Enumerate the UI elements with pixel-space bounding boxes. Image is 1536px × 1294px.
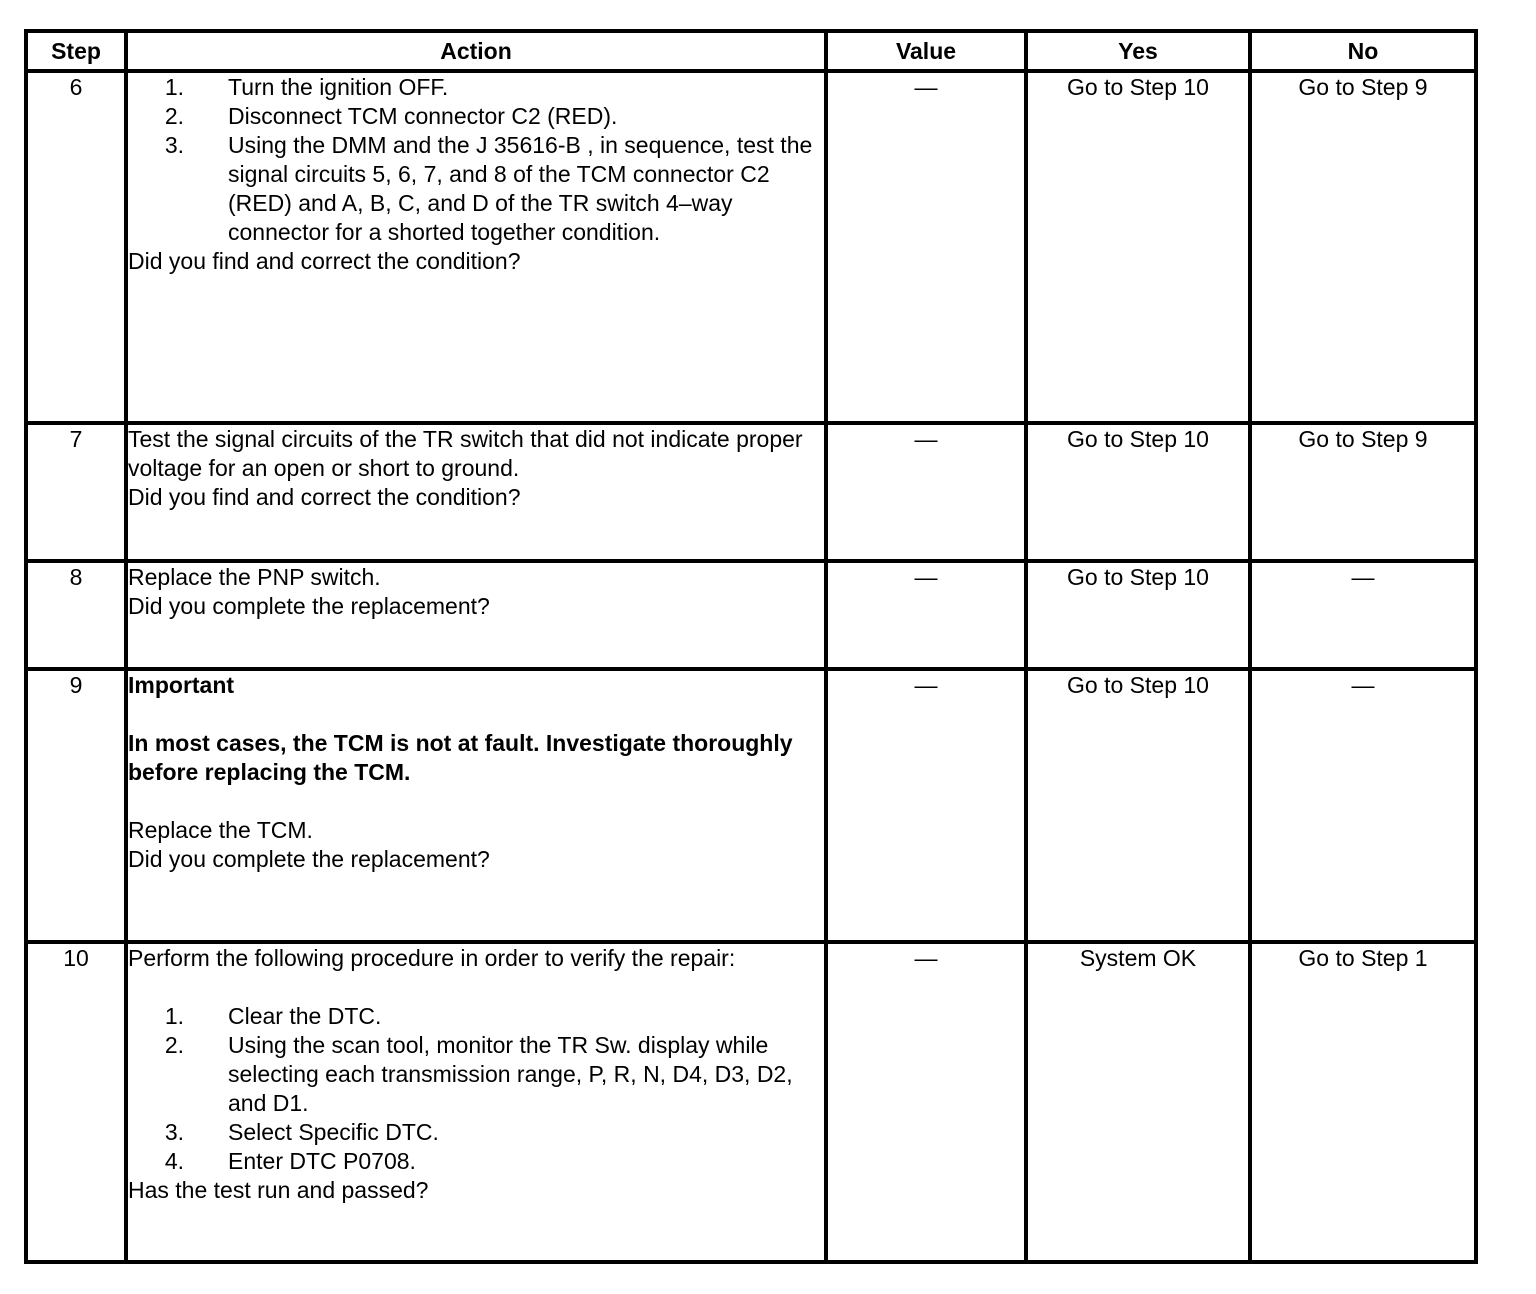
header-row xyxy=(26,31,1476,71)
list-item-text: Clear the DTC. xyxy=(228,1003,382,1029)
action-cell xyxy=(126,71,826,423)
action-text: Test the signal circuits of the TR switch that did not indicate proper voltage for an open or short to ground. xyxy=(128,426,803,481)
step-number: 9 xyxy=(26,669,126,942)
list-item-text: Using the scan tool, monitor the TR Sw. display while selecting each transmission range, P, R, N, D4, D3, D2, and D1. xyxy=(228,1032,793,1116)
action-question: Did you complete the replacement? xyxy=(128,846,490,872)
table-row-step-8 xyxy=(26,561,1476,669)
no-cell: Go to Step 9 xyxy=(1250,423,1476,561)
list-item-text: Select Specific DTC. xyxy=(228,1119,439,1145)
yes-cell: Go to Step 10 xyxy=(1026,423,1250,561)
header-value: Value xyxy=(826,31,1026,71)
yes-cell: Go to Step 10 xyxy=(1026,669,1250,942)
list-item xyxy=(128,102,824,131)
list-item-number: 1. xyxy=(164,74,184,100)
action-question: Did you find and correct the condition? xyxy=(128,248,521,274)
step-number: 7 xyxy=(26,423,126,561)
header-step: Step xyxy=(26,31,126,71)
list-item-number: 2. xyxy=(164,1032,184,1058)
list-item-number: 3. xyxy=(164,1119,184,1145)
list-item xyxy=(128,1118,824,1147)
step-number: 8 xyxy=(26,561,126,669)
list-item xyxy=(128,131,824,247)
no-cell: — xyxy=(1250,561,1476,669)
no-cell: — xyxy=(1250,669,1476,942)
no-cell: Go to Step 1 xyxy=(1250,942,1476,1262)
action-question: Did you find and correct the condition? xyxy=(128,484,521,510)
list-item xyxy=(128,1147,824,1176)
action-text: Replace the PNP switch. xyxy=(128,564,381,590)
step-number: 10 xyxy=(26,942,126,1262)
no-cell: Go to Step 9 xyxy=(1250,71,1476,423)
action-question: Did you complete the replacement? xyxy=(128,593,490,619)
table-row-step-7 xyxy=(26,423,1476,561)
step-number: 6 xyxy=(26,71,126,423)
important-label: Important xyxy=(128,672,235,698)
table-row-step-6 xyxy=(26,71,1476,423)
list-item-text: Disconnect TCM connector C2 (RED). xyxy=(228,103,618,129)
list-item-text: Using the DMM and the J 35616-B , in sequence, test the signal circuits 5, 6, 7, and 8 of the TCM connector C2 (RED) and A, B, C, and D of the TR switch 4–way connector for a shorted together condition. xyxy=(228,132,813,245)
yes-cell: Go to Step 10 xyxy=(1026,561,1250,669)
header-no: No xyxy=(1250,31,1476,71)
table-row-step-10 xyxy=(26,942,1476,1262)
procedure-list xyxy=(128,1002,824,1176)
action-cell xyxy=(126,561,826,669)
action-cell xyxy=(126,669,826,942)
list-item-text: Turn the ignition OFF. xyxy=(228,74,449,100)
list-item xyxy=(128,1002,824,1031)
header-action: Action xyxy=(126,31,826,71)
list-item-text: Enter DTC P0708. xyxy=(228,1148,416,1174)
action-question: Has the test run and passed? xyxy=(128,1177,429,1203)
list-item xyxy=(128,1031,824,1118)
value-cell: — xyxy=(826,942,1026,1262)
action-cell xyxy=(126,942,826,1262)
important-note: In most cases, the TCM is not at fault. Investigate thoroughly before replacing the TCM. xyxy=(128,730,793,785)
action-text: Replace the TCM. xyxy=(128,817,313,843)
yes-cell: Go to Step 10 xyxy=(1026,71,1250,423)
diagnostic-table xyxy=(24,29,1478,1264)
value-cell: — xyxy=(826,561,1026,669)
action-cell xyxy=(126,423,826,561)
header-yes: Yes xyxy=(1026,31,1250,71)
list-item-number: 4. xyxy=(164,1148,184,1174)
yes-cell: System OK xyxy=(1026,942,1250,1262)
table-row-step-9 xyxy=(26,669,1476,942)
procedure-list xyxy=(128,73,824,247)
value-cell: — xyxy=(826,669,1026,942)
list-item xyxy=(128,73,824,102)
list-item-number: 3. xyxy=(164,132,184,158)
list-item-number: 1. xyxy=(164,1003,184,1029)
list-item-number: 2. xyxy=(164,103,184,129)
value-cell: — xyxy=(826,423,1026,561)
action-intro: Perform the following procedure in order to verify the repair: xyxy=(128,945,736,971)
value-cell: — xyxy=(826,71,1026,423)
